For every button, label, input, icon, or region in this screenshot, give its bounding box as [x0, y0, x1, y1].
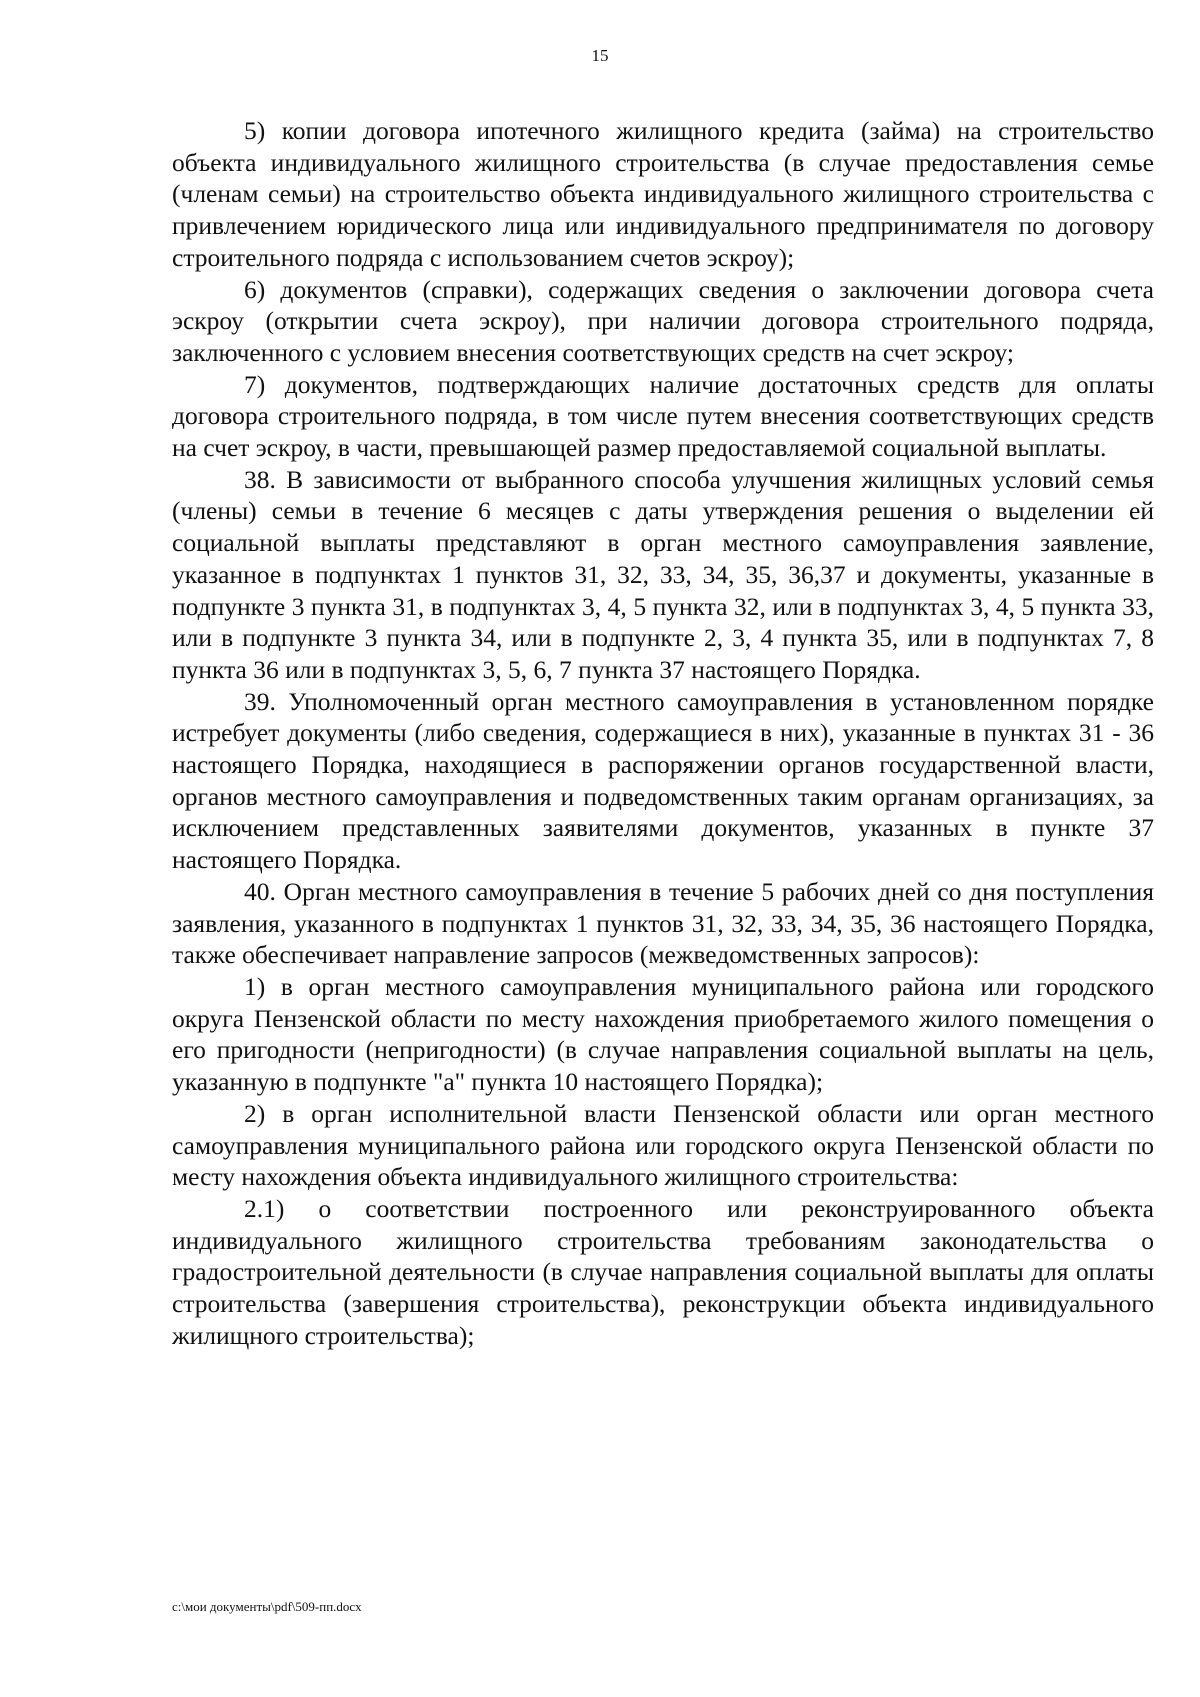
paragraph-item-7: 7) документов, подтверждающих наличие достаточных средств для оплаты договора строительного подряда, в том числе путем внесения соответствующих средств на счет эскроу, в части, превышающей размер предоставляемой социальной выплаты.: [172, 369, 1154, 463]
paragraph-item-1: 1) в орган местного самоуправления муниципального района или городского округа Пензенской области по месту нахождения приобретаемого жилого помещения о его пригодности (непригодности) (в случае направления социальной выплаты на цель, указанную в подпункте "а" пункта 10 настоящего Порядка);: [172, 971, 1154, 1097]
paragraph-38: 38. В зависимости от выбранного способа улучшения жилищных условий семья (члены) семьи в течение 6 месяцев с даты утверждения решения о выделении ей социальной выплаты представляют в орган местного самоуправления заявление, указанное в подпунктах 1 пунктов 31, 32, 33, 34, 35, 36,37 и документы, указанные в подпункте 3 пункта 31, в подпунктах 3, 4, 5 пункта 32, или в подпунктах 3, 4, 5 пункта 33, или в подпункте 3 пункта 34, или в подпункте 2, 3, 4 пункта 35, или в подпунктах 7, 8 пункта 36 или в подпунктах 3, 5, 6, 7 пункта 37 настоящего Порядка.: [172, 464, 1154, 684]
page-number: 15: [591, 46, 609, 65]
paragraph-item-6: 6) документов (справки), содержащих сведения о заключении договора счета эскроу (открытии счета эскроу), при наличии договора строительного подряда, заключенного с условием внесения соответствующих средств на счет эскроу;: [172, 274, 1154, 367]
paragraph-40: 40. Орган местного самоуправления в течение 5 рабочих дней со дня поступления заявления, указанного в подпунктах 1 пунктов 31, 32, 33, 34, 35, 36 настоящего Порядка, также обеспечивает направление запросов (межведомственных запросов):: [172, 876, 1154, 970]
paragraph-item-2-1: 2.1) о соответствии построенного или реконструированного объекта индивидуального жилищного строительства требованиям законодательства о градостроительной деятельности (в случае направления социальной выплаты для оплаты строительства (завершения строительства), реконструкции объекта индивидуального жилищного строительства);: [172, 1193, 1154, 1350]
document-body: [172, 115, 1154, 1351]
footer-file-path: c:\мои документы\pdf\509-пп.docx: [172, 1599, 362, 1614]
paragraph-39: 39. Уполномоченный орган местного самоуправления в установленном порядке истребует документы (либо сведения, содержащиеся в них), указанные в пунктах 31 - 36 настоящего Порядка, находящиеся в распоряжении органов государственной власти, органов местного самоуправления и подведомственных таким органам организациях, за исключением представленных заявителями документов, указанных в пункте 37 настоящего Порядка.: [172, 686, 1154, 875]
paragraph-item-2: 2) в орган исполнительной власти Пензенской области или орган местного самоуправления муниципального района или городского округа Пензенской области по месту нахождения объекта индивидуального жилищного строительства:: [172, 1098, 1154, 1192]
paragraph-item-5: 5) копии договора ипотечного жилищного кредита (займа) на строительство объекта индивидуального жилищного строительства (в случае предоставления семье (членам семьи) на строительство объекта индивидуального жилищного строительства с привлечением юридического лица или индивидуального предпринимателя по договору строительного подряда с использованием счетов эскроу);: [172, 116, 1154, 272]
